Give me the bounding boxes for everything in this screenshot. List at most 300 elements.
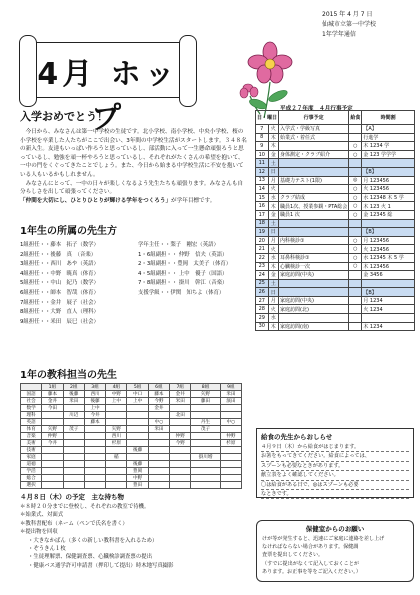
schedule-event: 耳鼻科検診①: [279, 253, 349, 262]
schedule-weekday: 日: [268, 288, 278, 297]
lunch-line: ４月９日（木）から給食がはじまります。: [261, 443, 409, 452]
teacher-cell: [220, 426, 241, 433]
teacher-cell: [191, 461, 220, 468]
schedule-caption: 平成２７年度 ４月行事予定: [280, 106, 353, 112]
teacher-cell: 今井: [84, 412, 105, 419]
schedule-row: [256, 167, 415, 176]
subjects-col-header: 1組: [42, 384, 63, 391]
teacher-cell: [63, 468, 84, 475]
schedule-day: 19: [256, 228, 269, 237]
schedule-weekday: 土: [268, 219, 278, 228]
schedule-row: [256, 150, 415, 159]
teacher-cell: [106, 461, 127, 468]
subjects-row: [21, 468, 242, 475]
staff-entry: 1組担任・・藤本 拓子（数学）: [20, 242, 99, 248]
teacher-cell: [42, 482, 63, 489]
staff-row: [20, 318, 250, 328]
issuer-name: 1年学年通信: [322, 31, 356, 38]
subject-name: 音楽: [21, 433, 42, 440]
health-line: （すでに提出がなくて記入しておくことが: [262, 560, 359, 567]
staff-entry: 学年主任・・梨子 剛宏（英語）: [138, 242, 219, 248]
staff-row: [20, 308, 250, 318]
schedule-event: 職員1次、授業参観・PTA総会: [280, 203, 348, 210]
schedule-row: [256, 314, 415, 323]
subjects-row: [21, 412, 242, 419]
schedule-day: 14: [256, 185, 269, 194]
teacher-cell: [170, 447, 191, 454]
teacher-cell: [106, 419, 127, 426]
subjects-row: [21, 454, 242, 461]
subject-name: 体育: [21, 426, 42, 433]
schedule-timetable: [362, 314, 415, 323]
schedule-event: [279, 228, 349, 237]
subjects-col-header: 9組: [220, 384, 241, 391]
schedule-row: [256, 133, 415, 142]
schedule-timetable: 木 1234: [362, 322, 415, 331]
schedule-day: 25: [256, 279, 269, 288]
schedule-event: 家庭訪問(中央): [279, 296, 349, 305]
schedule-timetable: 金 123 学学学: [362, 150, 415, 159]
teacher-cell: [191, 433, 220, 440]
welcome-paragraph-2: みなさんにとって、一中の日々が楽しくなるよう先生たちも頑張ります。みなさんも自分らしさを出して頑張ってください。: [20, 180, 244, 196]
teacher-cell: 金井: [170, 391, 191, 398]
teacher-cell: [148, 454, 169, 461]
schedule-lunch: ○: [349, 236, 362, 245]
issue-date: 2015 年 4 月 7 日: [322, 11, 373, 18]
teacher-cell: [63, 475, 84, 482]
teacher-cell: 演田: [220, 398, 241, 405]
plan-item: ・生徒理解票、保健調査票、心臓検診調査票の提出: [28, 554, 152, 561]
teacher-cell: [148, 482, 169, 489]
subjects-row: [21, 482, 242, 489]
schedule-timetable: 金 12345 総: [362, 210, 415, 219]
schedule-weekday: 金: [268, 271, 278, 280]
schedule-day: 17: [256, 210, 269, 219]
schedule-lunch: [349, 288, 362, 297]
teacher-cell: [148, 475, 169, 482]
subject-name: 理科: [21, 412, 42, 419]
subject-name: 総合: [21, 475, 42, 482]
staff-entry: 支援学級・・伊関 知ちよ（体育）: [138, 289, 225, 296]
subjects-heading: 1年の教科担当の先生: [20, 370, 117, 381]
teacher-cell: 後藤: [127, 447, 148, 454]
schedule-lunch: ○: [349, 142, 362, 151]
teacher-cell: 掛川増: [191, 454, 220, 461]
schedule-col-header: 日・曜日: [256, 111, 279, 125]
teacher-cell: 矢野: [106, 426, 127, 433]
schedule-event: 心臓検診一次: [279, 262, 349, 271]
schedule-timetable: [362, 279, 415, 288]
teacher-cell: 茂子: [63, 426, 84, 433]
plan-item: ＊始業式、対面式: [20, 512, 64, 519]
schedule-lunch: [349, 314, 362, 323]
teacher-cell: [127, 419, 148, 426]
schedule-weekday: 木: [268, 202, 278, 211]
teacher-cell: 上中: [127, 398, 148, 405]
schedule-timetable: 月 1234: [362, 296, 415, 305]
schedule-weekday: 水: [268, 314, 278, 323]
schedule-day: 24: [256, 271, 269, 280]
plan-item: ・健康バス通学許可申請書（押印して提出）時木地写真撮影: [28, 562, 174, 569]
teacher-cell: 豊田: [127, 482, 148, 489]
schedule-lunch: ○: [349, 262, 362, 271]
teacher-cell: [170, 405, 191, 412]
schedule-weekday: 火: [268, 125, 278, 134]
teacher-cell: [170, 468, 191, 475]
schedule-day: 8: [256, 133, 269, 142]
teacher-cell: [148, 433, 169, 440]
lunch-notice: [256, 428, 414, 498]
teacher-cell: [127, 426, 148, 433]
teacher-cell: [127, 454, 148, 461]
schedule-row: [256, 228, 415, 237]
teacher-cell: 杉原: [106, 440, 127, 447]
schedule-lunch: [349, 279, 362, 288]
schedule-weekday: 日: [268, 167, 278, 176]
schedule-lunch: [349, 228, 362, 237]
schedule-weekday: 土: [268, 279, 278, 288]
teacher-cell: 稲: [106, 454, 127, 461]
plan-item: ・大きなかばん（多くの新しい教科書を入れるため）: [28, 537, 158, 544]
teacher-cell: [170, 426, 191, 433]
staff-entry: 4・5組副担・・ 上中 優子（国語）: [138, 270, 228, 277]
schedule-event: 家庭訪問(南): [279, 322, 349, 331]
teacher-cell: [42, 461, 63, 468]
teacher-cell: [84, 482, 105, 489]
teacher-cell: [84, 454, 105, 461]
plan-item: ＊８時２０分までに登校し、それぞれの教室で待機。: [20, 504, 150, 510]
schedule-col-header: 給食: [349, 111, 362, 125]
plan-item: ＊提出物を回収: [20, 529, 58, 536]
schedule-day: 26: [256, 288, 269, 297]
schedule-timetable: 火 123456: [362, 185, 415, 194]
subjects-row: [21, 433, 242, 440]
teacher-cell: [106, 405, 127, 412]
schedule-weekday: 水: [268, 253, 278, 262]
teacher-cell: [220, 461, 241, 468]
subject-name: 英語: [21, 419, 42, 426]
schedule-row: [256, 176, 415, 185]
schedule-day: 10: [256, 150, 269, 159]
teacher-cell: [170, 482, 191, 489]
schedule-weekday: 金: [268, 150, 278, 159]
welcome-paragraph-1: 今日から、みなさんは第一中学校の生徒です。北小学校、南小学校、中央小学校、桜の小学校を卒業した人たちがここで出会い、3年間の中学校生活がスタートします。３４８名の新入生。友達もいっぱい作ろうと思っているし、部活動に入って一生懸命頑張ろうと思っているし、勉強を頑一杯やろうと思っているし、それぞれがたくさんの希望を抱いて、一中の門をくぐってきたことでしょう。また、今日から始まる中学校生活に不安を抱いている人もいるかもしれません。: [20, 129, 247, 178]
teacher-cell: [220, 482, 241, 489]
teacher-cell: 中○: [148, 419, 169, 426]
teacher-cell: 茂子: [191, 426, 220, 433]
schedule-day: 18: [256, 219, 269, 228]
schedule-table: [255, 110, 415, 331]
schedule-event: クラブ結成: [279, 193, 349, 202]
subjects-table: [20, 383, 242, 489]
teacher-cell: [42, 412, 63, 419]
teacher-cell: 後藤: [63, 391, 84, 398]
schedule-lunch: ◎: [349, 176, 362, 185]
health-line: 査票を提出してください。: [262, 552, 324, 559]
schedule-lunch: [349, 296, 362, 305]
schedule-event: [279, 142, 349, 151]
schedule-day: 9: [256, 142, 269, 151]
staff-entry: 8組担任・・大野 直人（理科）: [20, 309, 99, 316]
lunch-heading: 給食の先生からおしらせ: [261, 433, 333, 441]
lunch-line: お箸をもってきてください。給食によっては、: [261, 452, 409, 461]
teacher-cell: 上中: [106, 398, 127, 405]
teacher-cell: 藤本: [42, 391, 63, 398]
schedule-col-header: 時間割: [362, 111, 415, 125]
teacher-cell: [220, 468, 241, 475]
schedule-day: 11: [256, 159, 269, 168]
schedule-timetable: 火 123456: [362, 245, 415, 254]
schedule-event: [279, 288, 349, 297]
staff-row: [20, 299, 250, 309]
schedule-weekday: 月: [268, 236, 278, 245]
subjects-row: [21, 419, 242, 426]
staff-entry: 2・3組副担・・豊岡 太美子（体育）: [138, 261, 232, 268]
schedule-weekday: 火: [268, 185, 278, 194]
schedule-weekday: 月: [268, 176, 278, 185]
teacher-cell: [106, 468, 127, 475]
teacher-cell: 中○: [220, 419, 241, 426]
schedule-lunch: [349, 159, 362, 168]
schedule-event: 入学式・学級写真: [279, 125, 349, 134]
teacher-cell: [170, 475, 191, 482]
teacher-cell: [191, 440, 220, 447]
schedule-timetable: 水 12345 木 5 学: [362, 253, 415, 262]
teacher-cell: [106, 447, 127, 454]
staff-entry: 7・8組副担・・ 掛川 幹江（音楽）: [138, 280, 228, 287]
schedule-row: [256, 262, 415, 271]
teacher-cell: 杉原: [220, 440, 241, 447]
health-notice: [256, 520, 414, 582]
staff-list: [20, 241, 250, 327]
teacher-cell: 藤本: [84, 419, 105, 426]
teacher-cell: [191, 447, 220, 454]
teacher-cell: 川辺: [63, 412, 84, 419]
plan-list: [20, 503, 248, 570]
schedule-weekday: 火: [268, 245, 278, 254]
health-line: けが等が発生すると、迅速にご家庭に連絡を差し上げ: [262, 536, 385, 542]
lunch-line: 献立表をよく確認してください。: [261, 471, 409, 480]
schedule-timetable: 木 123456: [362, 262, 415, 271]
schedule-row: [256, 219, 415, 228]
teacher-cell: 丹生: [191, 419, 220, 426]
teacher-cell: [127, 440, 148, 447]
schedule-event: 内科検診①: [279, 236, 349, 245]
subjects-row: [21, 391, 242, 398]
lunch-line: スプーンも必要なときがあります。: [261, 462, 409, 471]
teacher-cell: 豊岡: [127, 468, 148, 475]
schedule-weekday: 木: [268, 322, 278, 331]
staff-heading: 1年生の所属の先生方: [20, 226, 117, 237]
teacher-cell: [63, 405, 84, 412]
schedule-row: [256, 279, 415, 288]
staff-entry: 4組担任・・中野 暁真（体育）: [20, 270, 99, 277]
schedule-weekday: 日: [268, 228, 278, 237]
schedule-day: 30: [256, 322, 269, 331]
motto: 「仲間を大切にし、ひとりひとりが輝ける学年をつくろう」: [20, 197, 172, 204]
teacher-cell: [84, 433, 105, 440]
teacher-cell: [84, 468, 105, 475]
teacher-cell: [42, 447, 63, 454]
schedule-day: 16: [256, 202, 269, 211]
teacher-cell: [106, 412, 127, 419]
schedule-event: 家庭訪問(北): [279, 305, 349, 314]
teacher-cell: 今田: [42, 405, 63, 412]
page-title: 4月 ホップ: [37, 57, 179, 136]
schedule-day: 28: [256, 305, 269, 314]
teacher-cell: [106, 482, 127, 489]
schedule-timetable: 【B】: [362, 167, 415, 176]
subject-name: 美術: [21, 440, 42, 447]
schedule-lunch: ○: [349, 210, 362, 219]
teacher-cell: 矢野: [42, 426, 63, 433]
staff-entry: 3組担任・・西川 あや（英語）: [20, 261, 99, 268]
teacher-cell: [170, 419, 191, 426]
schedule-event: [279, 314, 349, 323]
teacher-cell: [84, 426, 105, 433]
teacher-cell: [127, 412, 148, 419]
subjects-col-header: 3組: [84, 384, 105, 391]
schedule-timetable: 【A】: [362, 125, 415, 134]
teacher-cell: 米田: [148, 426, 169, 433]
teacher-cell: [170, 461, 191, 468]
staff-row: [20, 289, 250, 299]
motto-suffix: が学年目標です。: [171, 197, 216, 204]
schedule-lunch: ○: [349, 185, 362, 194]
staff-row: [20, 270, 250, 280]
schedule-day: 13: [256, 176, 269, 185]
schedule-event: 始業式・着任式: [279, 133, 349, 142]
plan-heading: ４月８日（木）の予定 主な持ち物: [20, 493, 124, 501]
schedule-timetable: 火 1234: [362, 305, 415, 314]
teacher-cell: [170, 454, 191, 461]
staff-entry: 1・6組副担・・ 仲野 信夫（英語）: [138, 251, 228, 258]
teacher-cell: [191, 475, 220, 482]
teacher-cell: [191, 468, 220, 475]
teacher-cell: 今井: [42, 440, 63, 447]
schedule-timetable: 木 123 火 1: [362, 202, 415, 211]
plan-item: ＊教科書配布（ネーム（ペンで氏名を書く）: [20, 520, 128, 527]
schedule-timetable: 月 123456: [362, 176, 415, 185]
staff-entry: [138, 299, 250, 309]
subject-name: 数学: [21, 405, 42, 412]
teacher-cell: [63, 447, 84, 454]
schedule-row: [256, 236, 415, 245]
schedule-timetable: 【B】: [362, 228, 415, 237]
schedule-lunch: [349, 133, 362, 142]
lunch-line: なときです。: [261, 490, 409, 499]
schedule-day: 22: [256, 253, 269, 262]
health-heading: 保健室からのお願い: [305, 525, 365, 533]
subject-name: 道徳: [21, 461, 42, 468]
subjects-row: [21, 440, 242, 447]
teacher-cell: 金井: [148, 405, 169, 412]
teacher-cell: 米田: [63, 398, 84, 405]
schedule-event: 家庭訪問(中央): [279, 271, 349, 280]
teacher-cell: 藤本: [148, 391, 169, 398]
teacher-cell: [84, 440, 105, 447]
schedule-timetable: 行進学: [362, 133, 415, 142]
teacher-cell: [148, 447, 169, 454]
schedule-weekday: 木: [268, 133, 278, 142]
schedule-day: 29: [256, 314, 269, 323]
schedule-lunch: ○: [349, 202, 362, 211]
schedule-lunch: ○: [349, 245, 362, 254]
teacher-cell: 後藤: [84, 398, 105, 405]
schedule-weekday: 木: [268, 262, 278, 271]
schedule-lunch: [349, 167, 362, 176]
teacher-cell: [220, 405, 241, 412]
teacher-cell: [220, 412, 241, 419]
teacher-cell: 上中: [84, 405, 105, 412]
subject-name: 国語: [21, 391, 42, 398]
schedule-row: [256, 322, 415, 331]
teacher-cell: [127, 433, 148, 440]
subjects-col-header: [21, 384, 42, 391]
schedule-lunch: [349, 271, 362, 280]
staff-row: [20, 241, 250, 251]
subjects-col-header: 2組: [63, 384, 84, 391]
schedule-row: [256, 245, 415, 254]
teacher-cell: 金井: [42, 398, 63, 405]
teacher-cell: 後藤: [127, 461, 148, 468]
schedule-weekday: 月: [268, 296, 278, 305]
staff-entry: 5組担任・・中山 紀乃（数学）: [20, 280, 99, 287]
teacher-cell: [127, 405, 148, 412]
teacher-cell: 中野: [127, 475, 148, 482]
teacher-cell: 藤田: [191, 398, 220, 405]
teacher-cell: 西川: [106, 433, 127, 440]
schedule-row: [256, 305, 415, 314]
teacher-cell: [148, 412, 169, 419]
teacher-cell: 仲野: [220, 433, 241, 440]
schedule-event: [279, 245, 349, 254]
subject-name: 選択: [21, 482, 42, 489]
teacher-cell: [148, 461, 169, 468]
subjects-col-header: 7組: [170, 384, 191, 391]
staff-row: [20, 279, 250, 289]
teacher-cell: 今野: [148, 398, 169, 405]
teacher-cell: 矢野: [191, 391, 220, 398]
subjects-col-header: 4組: [106, 384, 127, 391]
schedule-timetable: [362, 159, 415, 168]
teacher-cell: 米田: [170, 398, 191, 405]
schedule-weekday: 木: [268, 142, 278, 151]
teacher-cell: [148, 440, 169, 447]
subject-name: 技術: [21, 447, 42, 454]
school-name: 仙城市立第一中学校: [322, 21, 377, 28]
staff-entry: 2組担任・・後藤 真 （音楽）: [20, 251, 97, 258]
subjects-row: [21, 447, 242, 454]
schedule-row: [256, 159, 415, 168]
teacher-cell: [220, 475, 241, 482]
teacher-cell: 今野: [170, 440, 191, 447]
teacher-cell: [84, 475, 105, 482]
schedule-lunch: [349, 322, 362, 331]
schedule-weekday: 火: [268, 305, 278, 314]
subjects-col-header: 6組: [148, 384, 169, 391]
teacher-cell: [42, 468, 63, 475]
subjects-row: [21, 475, 242, 482]
staff-row: [20, 260, 250, 270]
schedule-weekday: 土: [268, 159, 278, 168]
schedule-day: 7: [256, 125, 269, 134]
subjects-col-header: 8組: [191, 384, 220, 391]
health-line: あります。お正事を等をご記入ください。）: [262, 568, 361, 575]
teacher-cell: [191, 412, 220, 419]
teacher-cell: 中口: [127, 391, 148, 398]
schedule-row: [256, 271, 415, 280]
